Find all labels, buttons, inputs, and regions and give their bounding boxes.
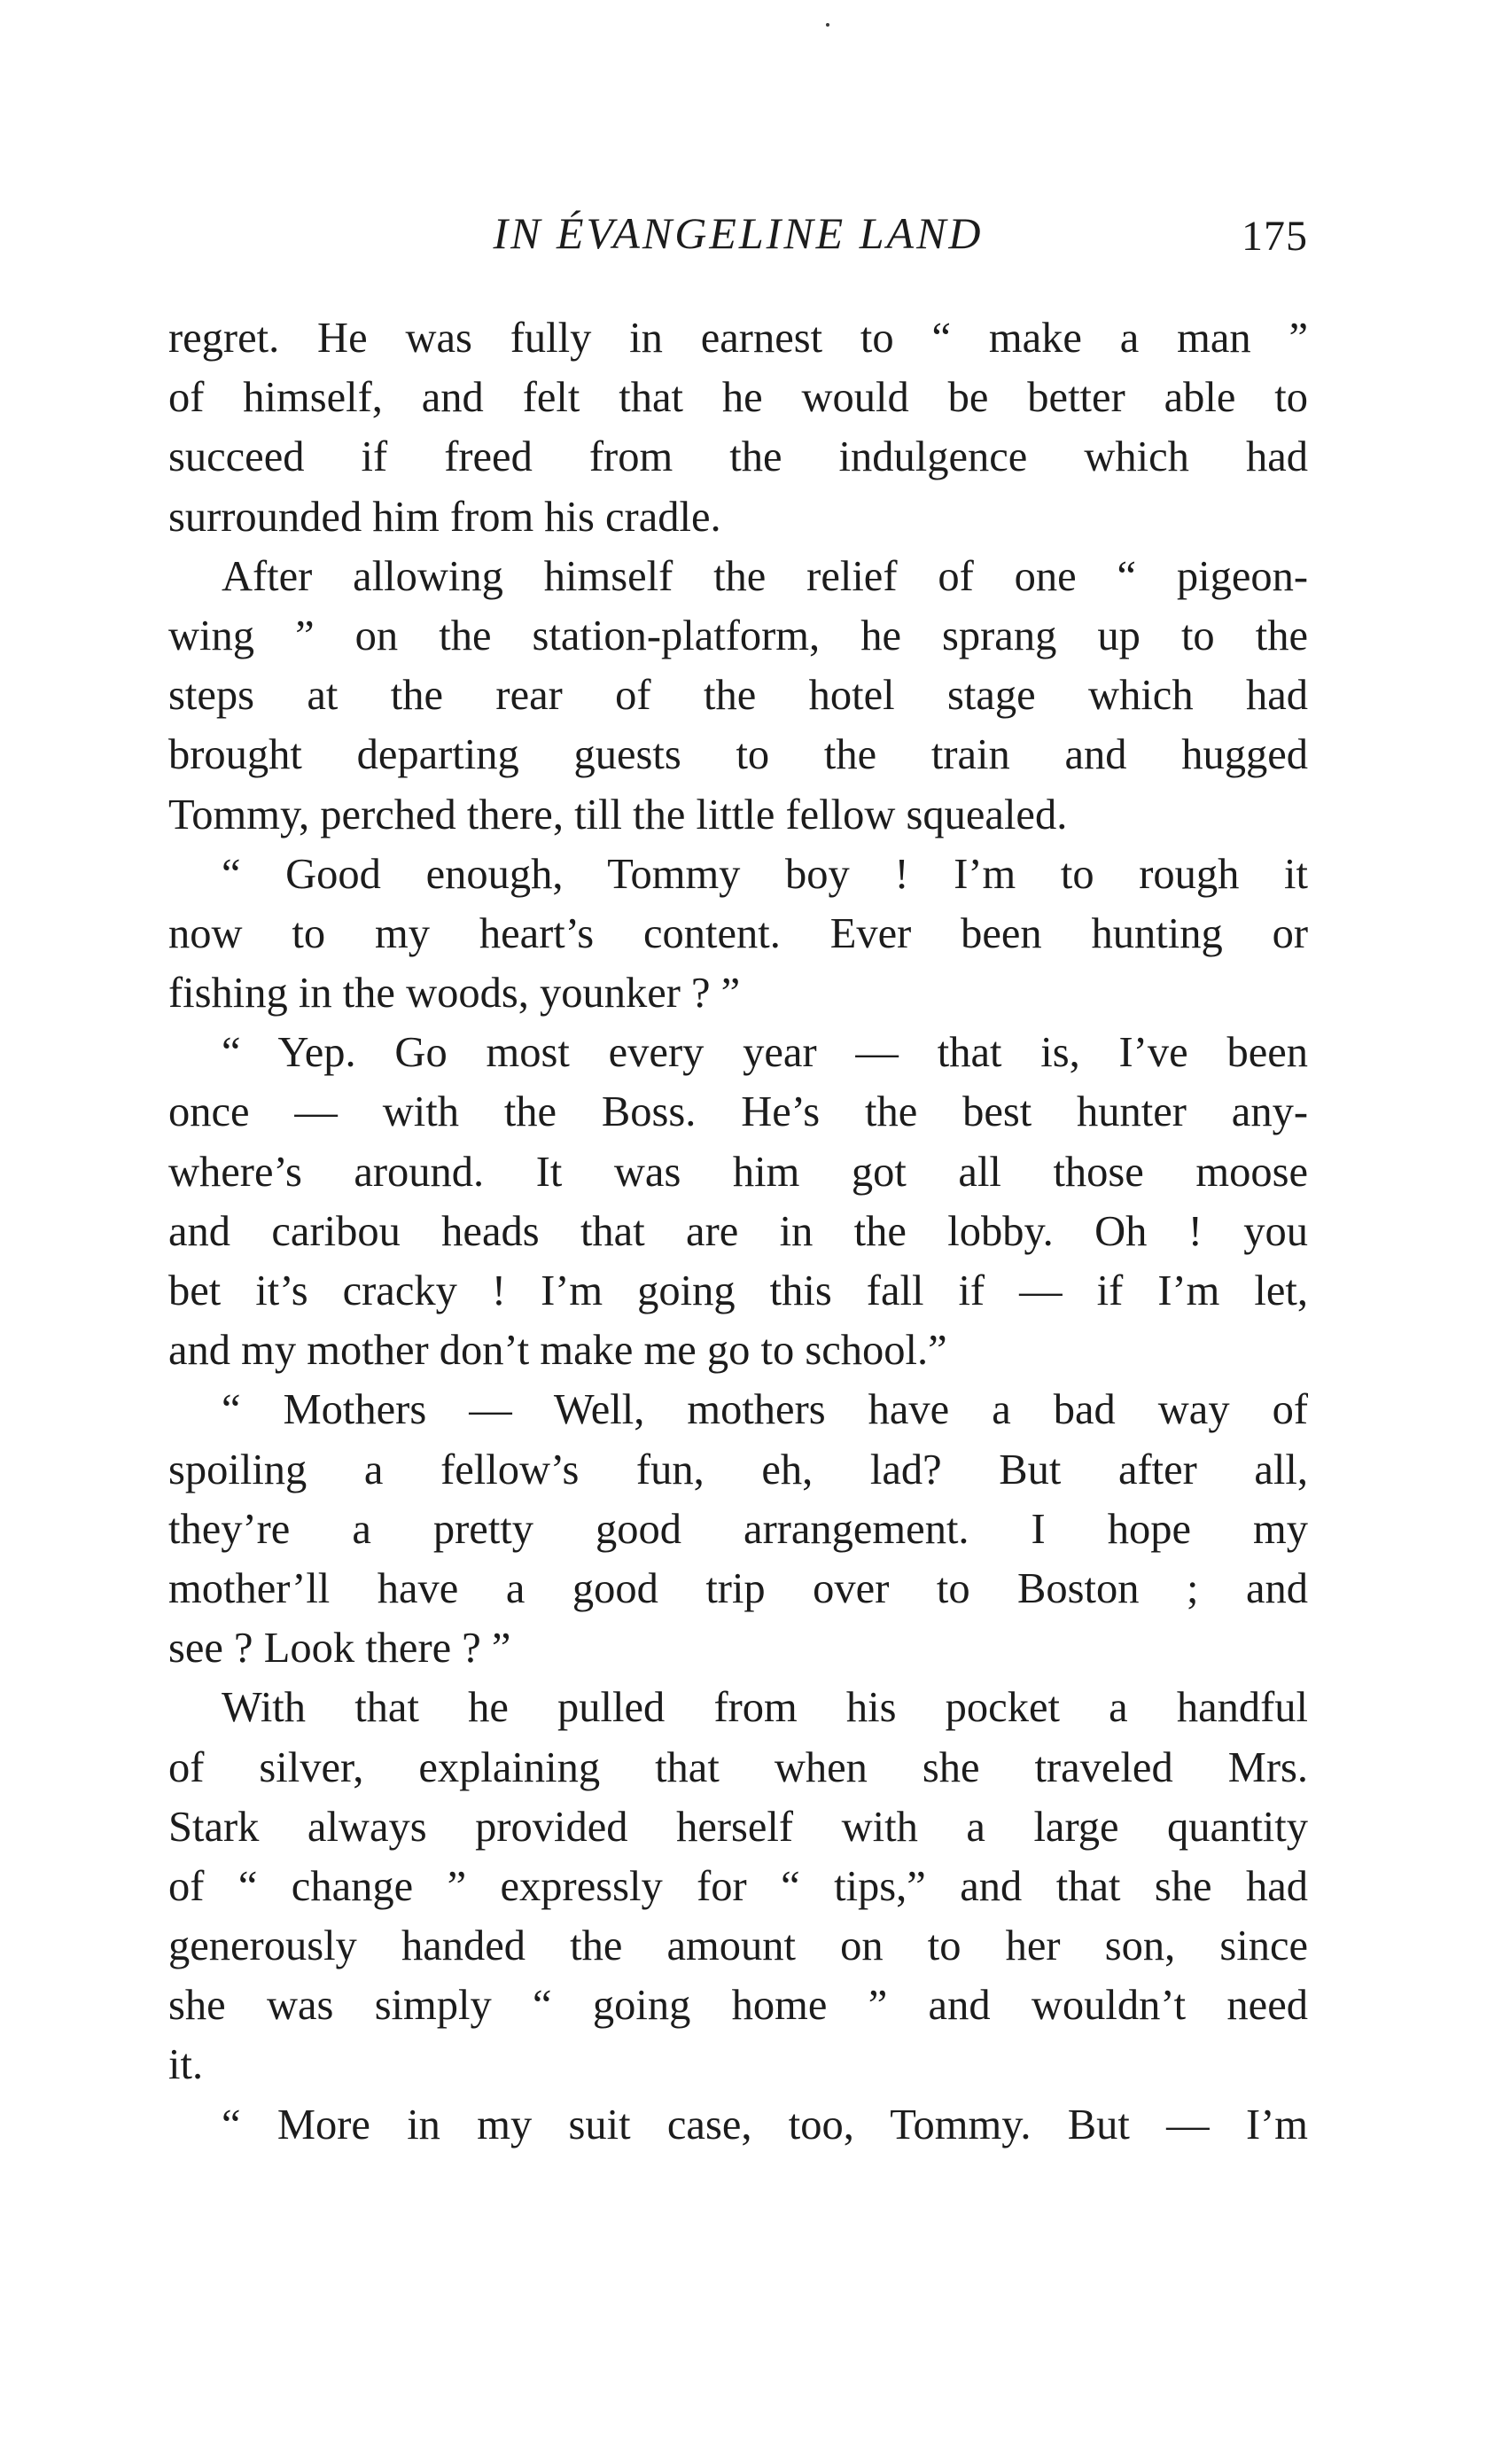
text-line: Tommy, perched there, till the little fellow squealed. [168,791,1068,838]
text-line: “ Yep. Go most every year — that is, I’ve been [222,1029,1308,1077]
running-title: IN ÉVANGELINE LAND [493,208,984,258]
text-line: surrounded him from his cradle. [168,493,721,541]
text-line: bet it’s cracky ! I’m going this fall if — if I’m let, [168,1267,1308,1314]
text-line: once — with the Boss. He’s the best hunter any- [168,1088,1308,1136]
print-speck [826,23,829,27]
text-line: they’re a pretty good arrangement. I hope my [168,1505,1308,1553]
text-line: brought departing guests to the train and hugged [168,731,1308,779]
running-head [168,202,1308,264]
text-line: of silver, explaining that when she traveled Mrs. [168,1743,1308,1791]
text-line: “ More in my suit case, too, Tommy. But — I’m [222,2101,1308,2148]
text-line: it. [168,2041,204,2089]
text-line: and my mother don’t make me go to school.” [168,1327,947,1375]
text-line: With that he pulled from his pocket a handful [222,1684,1308,1732]
text-line: steps at the rear of the hotel stage which had [168,672,1308,720]
text-line: spoiling a fellow’s fun, eh, lad? But after all, [168,1446,1308,1493]
text-line: fishing in the woods, younker ? ” [168,970,741,1018]
body-text [168,308,1308,2155]
text-line: “ Mothers — Well, mothers have a bad way of [222,1386,1308,1434]
text-line: regret. He was fully in earnest to “ make a man ” [168,315,1308,362]
text-line: generously handed the amount on to her son, since [168,1922,1308,1970]
text-line: wing ” on the station-platform, he sprang up to the [168,612,1308,659]
text-line: mother’ll have a good trip over to Boston ; and [168,1564,1308,1612]
text-line: After allowing himself the relief of one “ pigeon- [222,552,1308,600]
text-line: where’s around. It was him got all those moose [168,1148,1308,1196]
text-line: and caribou heads that are in the lobby. Oh ! you [168,1207,1308,1255]
text-line: Stark always provided herself with a large quantity [168,1803,1308,1851]
page-number: 175 [1242,213,1308,260]
text-line: now to my heart’s content. Ever been hunting or [168,909,1308,957]
text-line: of “ change ” expressly for “ tips,” and that she had [168,1862,1308,1910]
text-line: “ Good enough, Tommy boy ! I’m to rough it [222,850,1308,898]
text-line: she was simply “ going home ” and wouldn’t need [168,1982,1308,2030]
text-line: see ? Look there ? ” [168,1625,511,1673]
text-line: of himself, and felt that he would be better able to [168,374,1308,422]
text-line: succeed if freed from the indulgence which had [168,433,1308,481]
